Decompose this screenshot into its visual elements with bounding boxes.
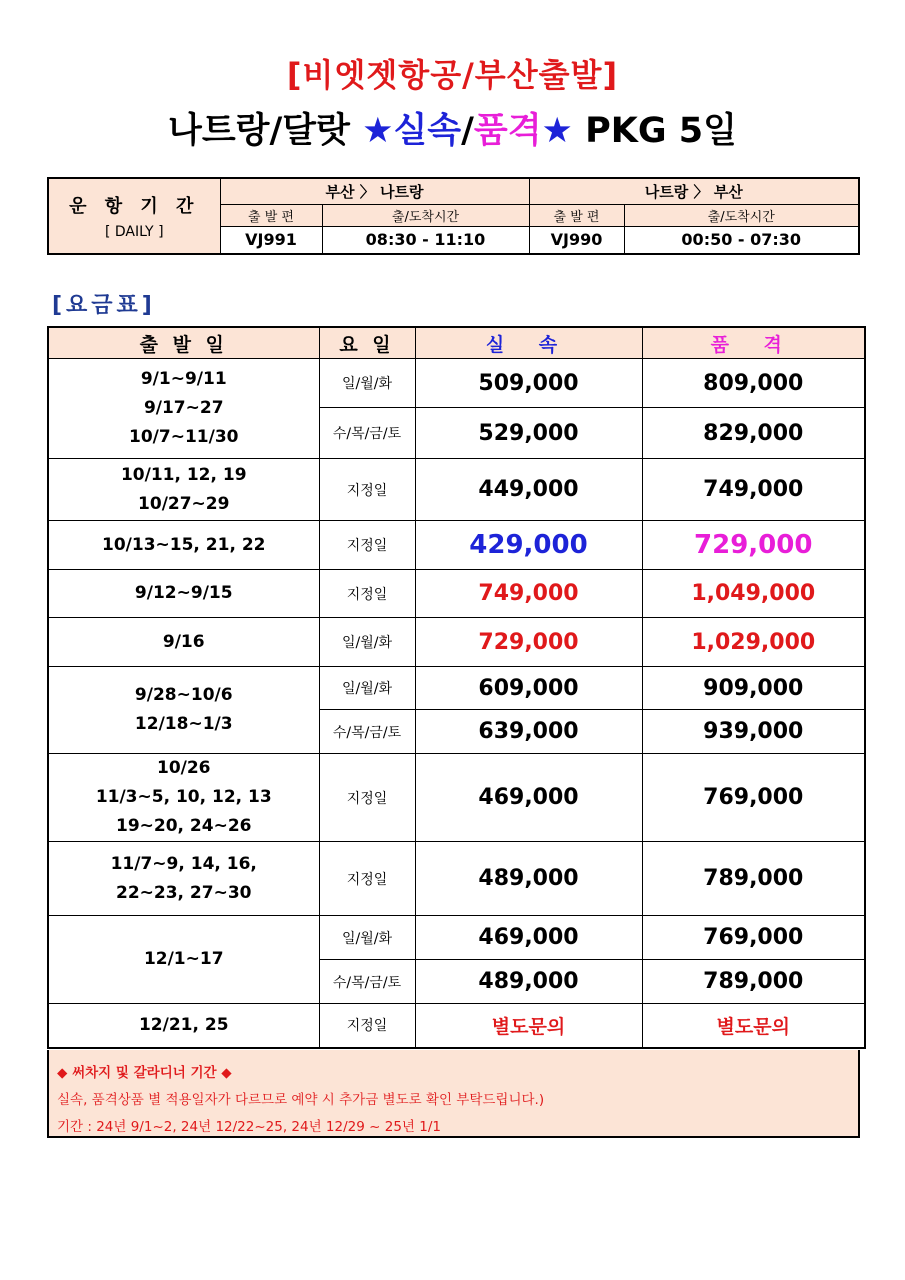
day-cell: 지정일 xyxy=(319,570,415,618)
day-cell: 일/월/화 xyxy=(319,667,415,710)
inbound-flight-no: VJ990 xyxy=(529,226,624,254)
date-line: 9/1~9/11 xyxy=(140,369,227,389)
page-subtitle xyxy=(0,103,905,153)
price-silsok: 749,000 xyxy=(415,570,642,618)
date-line: 10/11, 12, 19 xyxy=(120,464,247,485)
price-pumgyeok: 809,000 xyxy=(642,359,865,408)
price-silsok: 509,000 xyxy=(415,359,642,408)
inbound-flight-header: 출 발 편 xyxy=(529,204,624,226)
inbound-route: 나트랑 〉 부산 xyxy=(529,178,859,204)
day-cell: 지정일 xyxy=(319,521,415,570)
surcharge-notice xyxy=(47,1050,860,1138)
header-pumgyeok: 품 격 xyxy=(642,327,865,359)
departure-date-cell xyxy=(48,754,319,842)
day-cell: 일/월/화 xyxy=(319,359,415,408)
day-cell: 수/목/금/토 xyxy=(319,408,415,459)
operation-period-label: 운 항 기 간 xyxy=(69,196,200,217)
date-line: 12/1~17 xyxy=(143,949,224,969)
header-silsok: 실 속 xyxy=(415,327,642,359)
date-line: 11/7~9, 14, 16, xyxy=(110,853,257,874)
date-line: 9/12~9/15 xyxy=(134,583,233,603)
price-pumgyeok: 789,000 xyxy=(642,842,865,916)
day-cell: 수/목/금/토 xyxy=(319,710,415,754)
header-day: 요 일 xyxy=(319,327,415,359)
price-silsok: 729,000 xyxy=(415,618,642,667)
subtitle-package: PKG 5일 xyxy=(572,111,737,151)
date-line: 12/18~1/3 xyxy=(134,714,233,734)
subtitle-destination: 나트랑/달랏 xyxy=(168,111,363,151)
day-cell: 지정일 xyxy=(319,1004,415,1048)
day-cell: 수/목/금/토 xyxy=(319,960,415,1004)
date-line: 9/16 xyxy=(162,631,205,652)
departure-date-cell xyxy=(48,1004,319,1048)
departure-date-cell xyxy=(48,359,319,459)
price-pumgyeok: 939,000 xyxy=(642,710,865,754)
outbound-time-header: 출/도착시간 xyxy=(322,204,529,226)
price-pumgyeok: 1,049,000 xyxy=(642,570,865,618)
date-line: 10/27~29 xyxy=(138,493,230,514)
departure-date-cell xyxy=(48,667,319,754)
operation-daily-label: [ DAILY ] xyxy=(104,224,164,240)
day-cell: 지정일 xyxy=(319,754,415,842)
price-silsok: 429,000 xyxy=(415,521,642,570)
outbound-route: 부산 〉 나트랑 xyxy=(220,178,529,204)
date-line: 10/7~11/30 xyxy=(129,427,239,447)
outbound-flight-no: VJ991 xyxy=(220,226,322,254)
price-pumgyeok: 별도문의 xyxy=(642,1004,865,1048)
date-line: 10/13~15, 21, 22 xyxy=(102,534,266,555)
price-pumgyeok: 909,000 xyxy=(642,667,865,710)
notice-period: 기간 : 24년 9/1~2, 24년 12/22~25, 24년 12/29 ~ 25년 1/1 xyxy=(57,1119,441,1135)
subtitle-silsok: 실속 xyxy=(393,111,462,151)
outbound-flight-header: 출 발 편 xyxy=(220,204,322,226)
price-silsok: 별도문의 xyxy=(415,1004,642,1048)
notice-line: 실속, 품격상품 별 적용일자가 다르므로 예약 시 추가금 별도로 확인 부탁드립니다.) xyxy=(57,1092,545,1108)
departure-date-cell xyxy=(48,570,319,618)
departure-date-cell xyxy=(48,521,319,570)
fare-table-label: [요금표] xyxy=(52,293,156,318)
day-cell: 지정일 xyxy=(319,842,415,916)
price-pumgyeok: 749,000 xyxy=(642,459,865,521)
price-pumgyeok: 789,000 xyxy=(642,960,865,1004)
price-pumgyeok: 769,000 xyxy=(642,754,865,842)
departure-date-cell xyxy=(48,618,319,667)
flight-schedule-table xyxy=(47,177,860,255)
price-silsok: 489,000 xyxy=(415,842,642,916)
fare-table xyxy=(47,326,866,1049)
notice-title: ◆ 써차지 및 갈라디너 기간 ◆ xyxy=(57,1065,232,1081)
day-cell: 일/월/화 xyxy=(319,618,415,667)
page-title: [비엣젯항공/부산출발] xyxy=(286,56,619,94)
price-pumgyeok: 729,000 xyxy=(642,521,865,570)
date-line: 10/26 xyxy=(156,758,211,778)
date-line: 9/28~10/6 xyxy=(134,685,233,705)
price-silsok: 469,000 xyxy=(415,916,642,960)
price-pumgyeok: 829,000 xyxy=(642,408,865,459)
departure-date-cell xyxy=(48,916,319,1004)
price-pumgyeok: 1,029,000 xyxy=(642,618,865,667)
price-silsok: 449,000 xyxy=(415,459,642,521)
subtitle-pumgyeok: 품격 xyxy=(473,111,542,151)
date-line: 19~20, 24~26 xyxy=(116,816,252,836)
date-line: 9/17~27 xyxy=(143,398,224,418)
date-line: 12/21, 25 xyxy=(138,1014,229,1035)
price-silsok: 489,000 xyxy=(415,960,642,1004)
date-line: 11/3~5, 10, 12, 13 xyxy=(95,787,272,807)
inbound-time: 00:50 - 07:30 xyxy=(624,226,859,254)
star-icon: ★ xyxy=(362,111,394,151)
subtitle-slash: / xyxy=(461,111,474,151)
price-silsok: 469,000 xyxy=(415,754,642,842)
operation-period-cell xyxy=(48,178,220,254)
star-icon: ★ xyxy=(541,111,573,151)
price-silsok: 609,000 xyxy=(415,667,642,710)
price-pumgyeok: 769,000 xyxy=(642,916,865,960)
price-silsok: 529,000 xyxy=(415,408,642,459)
date-line: 22~23, 27~30 xyxy=(116,882,252,903)
departure-date-cell xyxy=(48,459,319,521)
inbound-time-header: 출/도착시간 xyxy=(624,204,859,226)
outbound-time: 08:30 - 11:10 xyxy=(322,226,529,254)
day-cell: 지정일 xyxy=(319,459,415,521)
day-cell: 일/월/화 xyxy=(319,916,415,960)
price-silsok: 639,000 xyxy=(415,710,642,754)
departure-date-cell xyxy=(48,842,319,916)
header-departure-date: 출 발 일 xyxy=(48,327,319,359)
